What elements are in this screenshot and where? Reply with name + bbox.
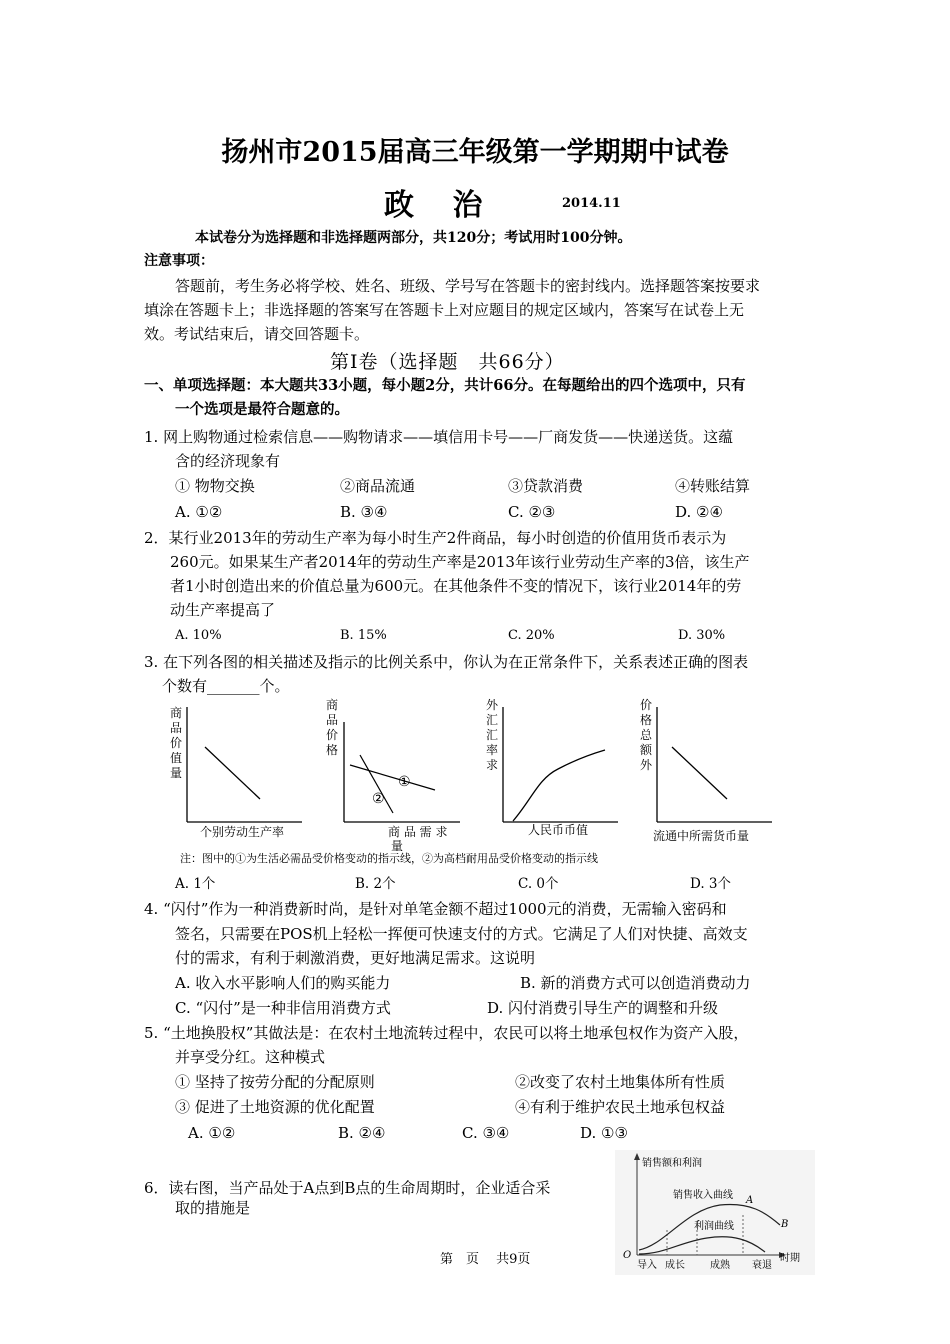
- q3-line-1: 3. 在下列各图的相关描述及指示的比例关系中，你认为在正常条件下，关系表述正确的图表: [144, 653, 749, 671]
- q2-option-d: D. 30%: [678, 628, 726, 643]
- q3-option-c: C. 0个: [518, 876, 559, 892]
- q1-option-b: B. ③④: [340, 503, 388, 521]
- q2-option-b: B. 15%: [340, 628, 387, 643]
- q3-graph-2-mark-2: ②: [372, 791, 385, 807]
- q6-sales-label: 销售收入曲线: [673, 1190, 733, 1201]
- q1-item-2: ②商品流通: [340, 477, 416, 495]
- q2-line-2: 260元。如果某生产者2014年的劳动生产率是2013年该行业劳动生产率的3倍，该生产: [170, 553, 750, 571]
- exam-date: 2014.11: [562, 196, 621, 211]
- notice-label: 注意事项：: [144, 253, 214, 269]
- q5-option-d: D. ①③: [580, 1124, 628, 1142]
- q5-line-2: 并享受分红。这种模式: [175, 1048, 326, 1066]
- exam-title: 扬州市2015届高三年级第一学期期中试卷: [221, 137, 729, 168]
- q6-stage-4: 衰退: [752, 1260, 772, 1271]
- q1-item-3: ③贷款消费: [508, 477, 584, 495]
- q3-graph-3-ylabel-2: 汇: [486, 728, 499, 742]
- section-heading: 第Ⅰ卷（选择题 共66分）: [330, 351, 565, 373]
- page-footer: 第 页 共9页: [440, 1252, 531, 1267]
- q6-stage-3: 成熟: [710, 1260, 730, 1271]
- q3-line-2: 个数有_______个。: [162, 677, 290, 695]
- q1-option-a: A. ①②: [175, 503, 223, 521]
- q3-option-d: D. 3个: [690, 876, 732, 892]
- q6-chart-ylabel: 销售额和利润: [642, 1158, 702, 1169]
- q3-graph-4-line: [672, 747, 727, 799]
- q6-lifecycle-chart: [615, 1150, 815, 1275]
- notice-line-2: 填涂在答题卡上；非选择题的答案写在答题卡上对应题目的规定区域内，答案写在试卷上无: [144, 301, 745, 319]
- q3-graph-4-ylabel-0: 价: [640, 698, 653, 712]
- q6-chart-xlabel: 时期: [780, 1253, 800, 1264]
- q3-graph-1: [170, 705, 302, 839]
- q4-option-b: B. 新的消费方式可以创造消费动力: [520, 974, 751, 992]
- q6-line-1: 6．读右图，当产品处于A点到B点的生命周期时，企业适合采: [144, 1179, 551, 1197]
- q3-graph-1-ylabel-1: 品: [170, 721, 183, 735]
- q4-line-2: 签名，只需要在POS机上轻松一挥便可快速支付的方式。它满足了人们对快捷、高效支: [175, 925, 748, 943]
- q3-graph-4: [640, 698, 772, 843]
- q3-graph-4-ylabel-1: 格: [640, 713, 653, 727]
- q3-graph-3: [486, 698, 618, 837]
- q6-origin: O: [623, 1250, 632, 1261]
- q6-line-2: 取的措施是: [175, 1199, 251, 1217]
- q5-item-4: ④有利于维护农民土地承包权益: [515, 1098, 726, 1116]
- q1-item-1: ① 物物交换: [175, 477, 255, 495]
- notice-line-3: 效。考试结束后，请交回答题卡。: [144, 325, 370, 343]
- exam-intro: 本试卷分为选择题和非选择题两部分，共120分；考试用时100分钟。: [195, 230, 632, 246]
- q5-option-c: C. ③④: [462, 1124, 510, 1142]
- q3-graph-2-line-1: [350, 765, 435, 790]
- q3-option-a: A. 1个: [175, 876, 216, 892]
- q3-graph-3-ylabel-1: 汇: [486, 713, 499, 727]
- q6-profit-label: 利润曲线: [694, 1221, 734, 1232]
- q1-line-1: 1. 网上购物通过检索信息——购物请求——填信用卡号——厂商发货——快递送货。这蕴: [144, 428, 734, 446]
- q4-option-c: C. “闪付”是一种非信用消费方式: [175, 999, 391, 1017]
- q5-item-3: ③ 促进了土地资源的优化配置: [175, 1098, 375, 1116]
- q5-line-1: 5. “土地换股权”其做法是：在农村土地流转过程中，农民可以将土地承包权作为资产入股，: [144, 1024, 749, 1042]
- q4-line-3: 付的需求，有利于刺激消费，更好地满足需求。这说明: [175, 949, 536, 967]
- q3-graph-1-xlabel: 个别劳动生产率: [200, 825, 285, 839]
- q3-graph-1-ylabel-2: 价: [170, 736, 183, 750]
- q5-option-a: A. ①②: [188, 1124, 236, 1142]
- q3-graph-1-ylabel-4: 量: [170, 766, 183, 780]
- q3-graph-2: [326, 697, 460, 853]
- q2-line-1: 2．某行业2013年的劳动生产率为每小时生产2件商品，每小时创造的价值用货币表示为: [144, 529, 727, 547]
- q6-point-b: B: [781, 1219, 789, 1230]
- q3-graph-4-ylabel-2: 总: [640, 728, 653, 742]
- q3-graph-4-ylabel-3: 额: [640, 743, 653, 757]
- q6-stage-1: 导入: [637, 1260, 657, 1271]
- subject-title: 政 治: [384, 188, 497, 223]
- q3-graph-2-ylabel-2: 价: [326, 728, 339, 742]
- q3-graph-2-xlabel-2: 量: [391, 839, 404, 853]
- q6-point-a: A: [746, 1195, 754, 1206]
- q3-graph-1-line: [205, 747, 260, 799]
- q4-option-a: A. 收入水平影响人们的购买能力: [175, 974, 391, 992]
- q5-option-b: B. ②④: [338, 1124, 386, 1142]
- q4-line-1: 4. “闪付”作为一种消费新时尚，是针对单笔金额不超过1000元的消费，无需输入密码和: [144, 900, 727, 918]
- q3-graph-2-ylabel-1: 品: [326, 713, 339, 727]
- q3-note: 注：图中的①为生活必需品受价格变动的指示线，②为高档耐用品受价格变动的指示线: [180, 852, 598, 865]
- q3-graph-3-curve: [513, 750, 605, 821]
- q5-item-2: ②改变了农村土地集体所有性质: [515, 1073, 726, 1091]
- section-instruction-2: 一个选项是最符合题意的。: [175, 401, 349, 418]
- q3-graph-3-ylabel-3: 率: [486, 743, 499, 757]
- q2-option-a: A. 10%: [175, 628, 222, 643]
- q3-graph-2-ylabel-0: 商: [326, 698, 339, 712]
- q3-graph-1-ylabel-3: 值: [170, 751, 183, 765]
- q3-graphs: [160, 695, 800, 855]
- q6-stage-2: 成长: [665, 1260, 685, 1271]
- notice-line-1: 答题前，考生务必将学校、姓名、班级、学号写在答题卡的密封线内。选择题答案按要求: [175, 277, 761, 295]
- q5-item-1: ① 坚持了按劳分配的分配原则: [175, 1073, 375, 1091]
- q1-option-c: C. ②③: [508, 503, 556, 521]
- q3-graph-1-ylabel-0: 商: [170, 706, 183, 720]
- q1-item-4: ④转账结算: [675, 477, 751, 495]
- section-instruction-1: 一、单项选择题：本大题共33小题，每小题2分，共计66分。在每题给出的四个选项中，只有: [144, 377, 746, 394]
- q3-option-b: B. 2个: [355, 876, 396, 892]
- q2-line-3: 者1小时创造出来的价值总量为600元。在其他条件不变的情况下，该行业2014年的劳: [170, 577, 742, 595]
- q3-graph-2-ylabel-3: 格: [326, 743, 339, 757]
- q3-graph-4-xlabel: 流通中所需货币量: [653, 829, 750, 843]
- q3-graph-4-ylabel-4: 外: [640, 758, 653, 772]
- q2-line-4: 动生产率提高了: [170, 601, 276, 619]
- q3-graph-3-ylabel-0: 外: [486, 698, 499, 712]
- q3-graph-3-xlabel: 人民币币值: [528, 823, 589, 837]
- q1-line-2: 含的经济现象有: [175, 452, 281, 470]
- q2-option-c: C. 20%: [508, 628, 555, 643]
- q1-option-d: D. ②④: [675, 503, 723, 521]
- q3-graph-3-ylabel-4: 求: [486, 758, 499, 772]
- q4-option-d: D. 闪付消费引导生产的调整和升级: [487, 999, 719, 1017]
- q3-graph-2-xlabel: 商 品 需 求: [388, 825, 448, 839]
- q3-graph-2-mark-1: ①: [398, 774, 411, 790]
